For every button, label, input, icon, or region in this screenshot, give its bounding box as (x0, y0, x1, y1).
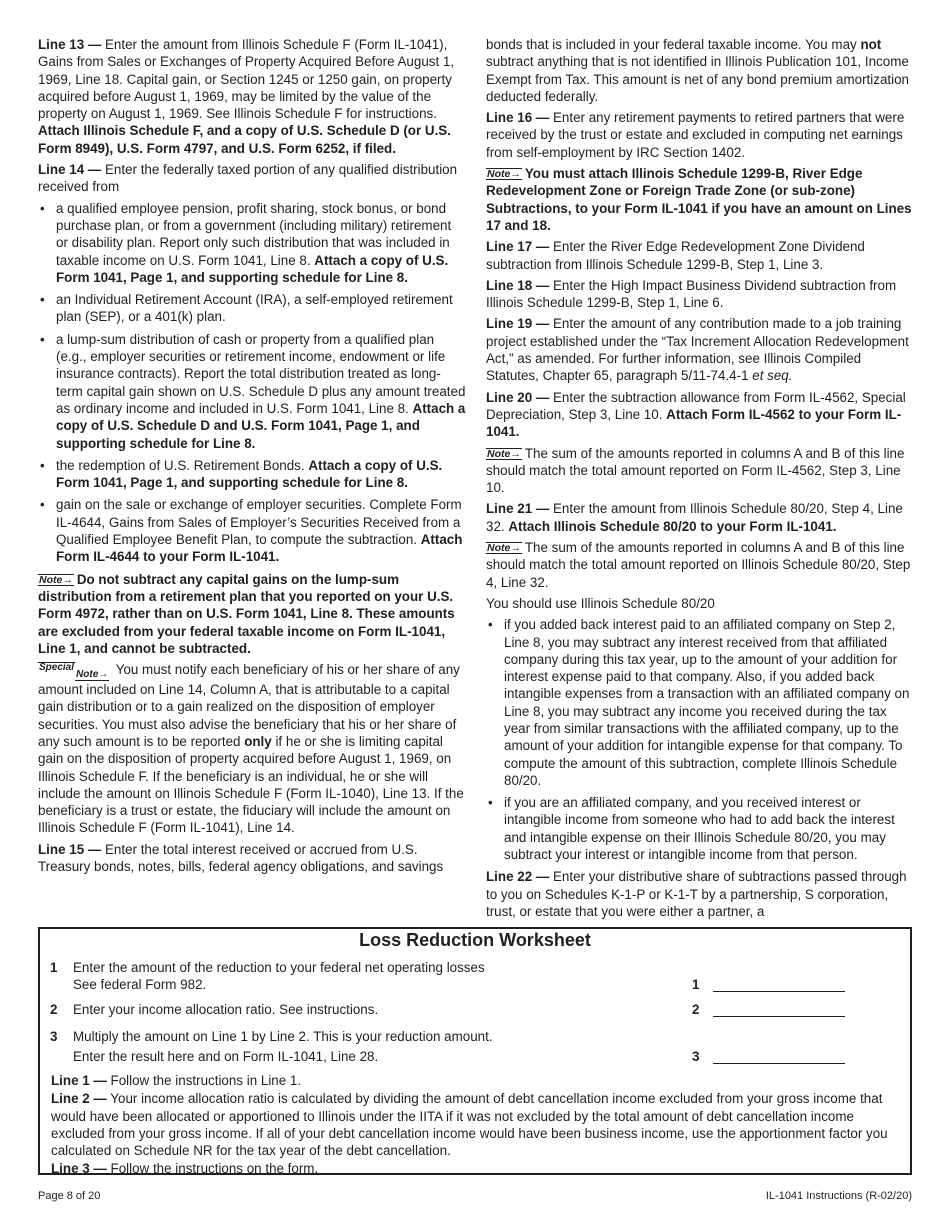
row-line-label: 2 (692, 1002, 700, 1017)
row-description: Enter your income allocation ratio. See instructions. (73, 1002, 379, 1017)
row-number: 2 (50, 1002, 58, 1017)
row-number: 3 (50, 1029, 58, 1044)
row-3-amount-field[interactable] (713, 1048, 845, 1064)
note-icon: Note→ (39, 573, 73, 586)
line-13-paragraph: Line 13 — Enter the amount from Illinois Schedule F (Form IL-1041), Gains from Sales or Exchanges of Property Acquired Before August 1, 1969, Line 18. Capital gain, or Section 1245 or 1250 gain, on property acquired before August 1, 1969, may be limited by the value of the property on August 1, 1969. See Illinois Schedule F for instructions. Attach Illinois Schedule F, and a copy of U.S. Schedule D (or U.S. Form 8949), U.S. Form 4797, and U.S. Form 6252, if filed. (38, 37, 455, 156)
row-description: Multiply the amount on Line 1 by Line 2. This is your reduction amount. Enter the result here and on Form IL-1041, Line 28. (73, 1029, 493, 1065)
form-revision: IL-1041 Instructions (R-02/20) (765, 1190, 912, 1202)
page-number: Page 8 of 20 (38, 1190, 101, 1202)
use-schedule-8020: You should use Illinois Schedule 80/20 (486, 595, 715, 611)
row-description: Enter the amount of the reduction to your federal net operating losses See federal Form 982. (73, 960, 485, 993)
note-schedule-8020: Note→ The sum of the amounts reported in columns A and B of this line should match the total amount reported on Illinois Schedule 80/20, Step 4, Line 32. (486, 540, 911, 590)
line-14-bullet-list (38, 200, 466, 566)
worksheet-line-3-note: Line 3 — Follow the instructions on the form. (51, 1161, 319, 1177)
right-column (486, 36, 916, 924)
note-capital-gains: Note→ Do not subtract any capital gains on the lump-sum distribution from a retirement plan that you reported on your U.S. Form 4972, rather than on U.S. Form 1041, Line 8. These amounts are excluded from your federal taxable income on Form IL-1041, Line 1, and cannot be subtracted. (38, 571, 455, 656)
worksheet-instructions (51, 1072, 902, 1179)
line-21-paragraph: Line 21 — Enter the amount from Illinois Schedule 80/20, Step 4, Line 32. Attach Illinois Schedule 80/20 to your Form IL-1041. (486, 501, 903, 534)
note-icon: Note→ (76, 669, 109, 681)
list-item: • if you are an affiliated company, and you received interest or intangible income from someone who had to add back the interest and intangible expense on their Illinois Schedule 80/20, you may subtract your interest or intangible income from that person. (486, 794, 916, 863)
line-17-paragraph: Line 17 — Enter the River Edge Redevelopment Zone Dividend subtraction from Illinois Schedule 1299-B, Step 1, Line 3. (486, 239, 865, 272)
note-schedule-1299b: Note→ You must attach Illinois Schedule 1299-B, River Edge Redevelopment Zone or Foreign Trade Zone (or sub-zone) Subtractions, to your Form IL-1041 if you have an amount on Lines 17 and 18. (486, 166, 912, 233)
line-18-paragraph: Line 18 — Enter the High Impact Business Dividend subtraction from Illinois Schedule 1299-B, Step 1, Line 6. (486, 277, 897, 311)
line-16-paragraph: Line 16 — Enter any retirement payments to retired partners that were received by the trust or estate and excluded in computing net earnings from self-employment by IRC Section 1402. (486, 110, 905, 160)
line-22-paragraph: Line 22 — Enter your distributive share of subtractions passed through to you on Schedules K-1-P or K-1-T by a partnership, S corporation, trust, or estate that you were either a partner, a (486, 869, 907, 919)
line-15-paragraph: Line 15 — Enter the total interest received or accrued from U.S. Treasury bonds, notes, bills, federal agency obligations, and savings (38, 841, 444, 875)
note-icon: Note→ (487, 168, 521, 181)
row-2-amount-field[interactable] (713, 1001, 845, 1017)
line-19-paragraph: Line 19 — Enter the amount of any contribution made to a job training project established under the “Tax Increment Allocation Redevelopment Act,” as amended. For further information, see Illinois Compiled Statutes, Chapter 65, paragraph 5/11-74.4-1 et seq. (486, 316, 909, 384)
row-line-label: 1 (692, 977, 700, 992)
row-number: 1 (50, 960, 58, 975)
left-column (38, 36, 466, 879)
schedule-8020-bullet-list (486, 616, 916, 863)
loss-reduction-worksheet (38, 927, 912, 1175)
note-form-il4562: Note→ The sum of the amounts reported in columns A and B of this line should match the total amount reported on Form IL-4562, Step 3, Line 10. (486, 445, 905, 496)
worksheet-line-2-note: Line 2 — Your income allocation ratio is calculated by dividing the amount of debt cancellation income excluded from your gross income that would have been allocated or apportioned to Illinois under the IITA if it was not excluded by the total amount of debt cancellation income excluded from your gross income. If all of your debt cancellation income would have been business income, use the apportionment factor you calculated on Schedule NR for the tax year of the debt cancellation. (51, 1091, 888, 1159)
list-item: • gain on the sale or exchange of employer securities. Complete Form IL-4644, Gains from Sales of Employer’s Securities Received from a Qualified Employee Benefit Plan, to compute the subtraction. Attach Form IL-4644 to your Form IL-1041. (38, 496, 466, 565)
list-item: • if you added back interest paid to an affiliated company on Step 2, Line 8, you may subtract any interest received from that affiliated company during this tax year, up to the amount of your addition for interest expense paid to that company. Also, if you added back intangible expenses from a transaction with an affiliated company on Line 8, you may subtract any income you received during the tax year from similar transactions with the affiliated company, up to the amount of your addition for intangible expense for that company. To compute the amount of this subtraction, complete Illinois Schedule 80/20. (486, 616, 916, 789)
note-icon: Note→ (487, 542, 521, 555)
special-note-paragraph: SpecialNote→ You must notify each beneficiary of his or her share of any amount included on Line 14, Column A, that is attributable to a capital gain distribution or to a gain realized on the disposition of employer securities. You must also advise the beneficiary that his or her share of any such amount is to be reported only if he or she is limiting capital gain on the disposition of property acquired before August 1, 1969, on Illinois Schedule F. If the beneficiary is an individual, he or she will include the amount on Illinois Schedule F (Form IL-1040), Line 13. If the beneficiary is a trust or estate, the fiduciary will include the amount on Illinois Schedule F (Form IL-1041), Line 14. (38, 662, 464, 836)
line-15-continued: bonds that is included in your federal taxable income. You may not subtract anything that is not identified in Illinois Publication 101, Income Exempt from Tax. This amount is net of any bond premium amortization deducted federally. (486, 37, 909, 104)
row-1-amount-field[interactable] (713, 976, 845, 992)
line-20-paragraph: Line 20 — Enter the subtraction allowance from Form IL-4562, Special Depreciation, Step 3, Line 10. Attach Form IL-4562 to your Form IL-1041. (486, 389, 906, 440)
list-item: • a lump-sum distribution of cash or property from a qualified plan (e.g., employer securities or retirement income, endowment or life insurance contracts). Report the total distribution treated as long-term capital gain shown on U.S. Schedule D plus any amount treated as ordinary income and included in U.S. Form 1041, Line 8. Attach a copy of U.S. Schedule D and U.S. Form 1041, Page 1, and supporting schedule for Line 8. (38, 331, 466, 452)
list-item: • an Individual Retirement Account (IRA), a self-employed retirement plan (SEP), or a 401(k) plan. (38, 291, 466, 326)
worksheet-line-1-note: Line 1 — Follow the instructions in Line 1. (51, 1073, 302, 1088)
list-item: • the redemption of U.S. Retirement Bonds. Attach a copy of U.S. Form 1041, Page 1, and supporting schedule for Line 8. (38, 457, 466, 492)
list-item: • a qualified employee pension, profit sharing, stock bonus, or bond purchase plan, or from a government (including military) retirement or disability plan. Report only such distribution that was included in taxable income on U.S. Form 1041, Line 8. Attach a copy of U.S. Form 1041, Page 1, and supporting schedule for Line 8. (38, 200, 466, 286)
special-icon: Special (39, 662, 75, 674)
worksheet-title: Loss Reduction Worksheet (359, 930, 591, 950)
line-14-paragraph: Line 14 — Enter the federally taxed portion of any qualified distribution received from (38, 162, 458, 195)
note-icon: Note→ (487, 447, 521, 460)
row-line-label: 3 (692, 1049, 700, 1064)
